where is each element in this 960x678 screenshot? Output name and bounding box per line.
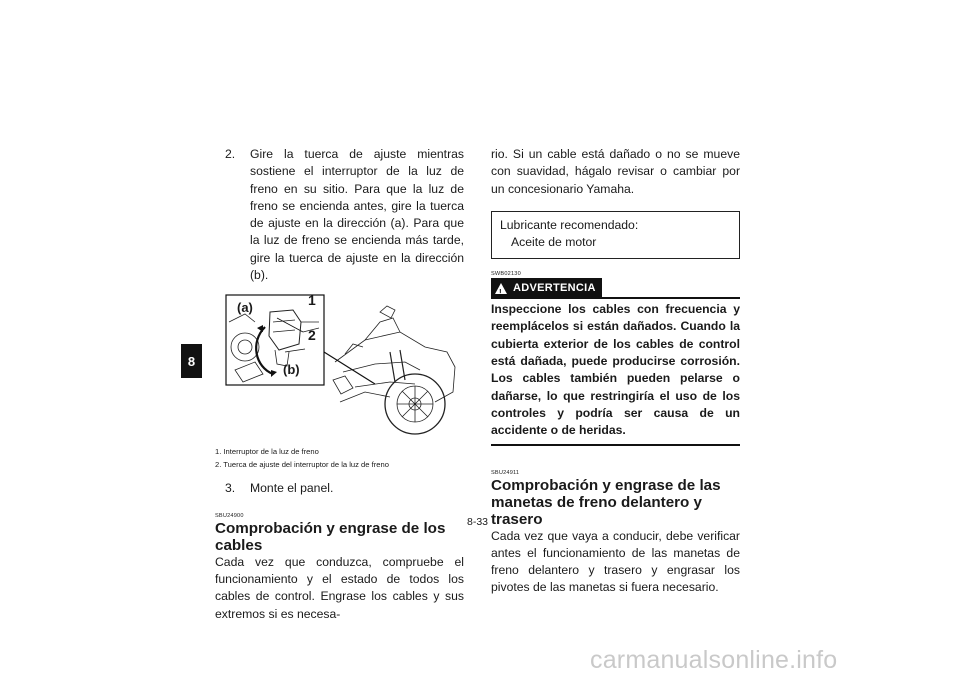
section-code: SBU24900 (215, 512, 244, 519)
warning-label: ADVERTENCIA (513, 281, 596, 294)
warning-triangle-icon: ! (495, 283, 507, 294)
page-number: 8-33 (467, 516, 489, 528)
caption-2: 2. Tuerca de ajuste del interruptor de la luz de freno (215, 459, 389, 469)
figure-label-b: (b) (283, 362, 300, 378)
figure-captions (215, 446, 464, 471)
figure-callout-2: 2 (308, 327, 316, 344)
figure-label-a: (a) (237, 300, 253, 316)
step-2 (215, 146, 464, 284)
section-paragraph: Cada vez que conduzca, compruebe el funcionamiento y el estado de todos los cables de control. Engrase los cables y sus extremos si es necesa- (215, 554, 464, 621)
brake-switch-figure (215, 292, 463, 437)
watermark: carmanualsonline.info (590, 646, 838, 674)
step-3-text: Monte el panel. (250, 481, 334, 496)
caption-1: 1. Interruptor de la luz de freno (215, 447, 319, 457)
warning-rule (602, 297, 740, 299)
figure-callout-1: 1 (308, 292, 316, 309)
step-3 (215, 480, 464, 497)
section2-code: SBU24911 (491, 469, 520, 476)
warning-text: Inspeccione los cables con frecuencia y reemplácelos si están dañados. Cuando la cubierta exterior de los cables de control está dañada, puede producirse corrosión. Los cables también pueden pelarse o dañarse, lo que restringiría el uso de los controles y podría ser causa de un accidente o de heridas. (491, 301, 740, 445)
warning-badge (491, 278, 602, 299)
lubricant-value: Aceite de motor (511, 234, 597, 249)
right-column (491, 146, 740, 597)
warning-code: SWB02130 (491, 270, 521, 277)
section2-heading: Comprobación y engrase de las manetas de freno delantero y trasero (491, 476, 721, 528)
section-heading: Comprobación y engrase de los cables (215, 519, 446, 554)
warning-header (491, 278, 740, 299)
left-column (215, 146, 464, 623)
step-2-number: 2. (225, 147, 236, 161)
step-2-text: Gire la tuerca de ajuste mientras sostiene el interruptor de la luz de freno en su sitio. Para que la luz de freno se encienda antes, gire la tuerca de ajuste en la dirección (a). Para que la luz de freno se encienda más tarde, gire la tuerca de ajuste en la dirección (b). (250, 147, 464, 283)
section-tab: 8 (181, 344, 202, 378)
lubricant-box (491, 211, 740, 259)
section2-paragraph: Cada vez que vaya a conducir, debe verificar antes el funcionamiento de las manetas de freno delantero y trasero y engrasar los pivotes de las manetas si fuera necesario. (491, 528, 740, 595)
lubricant-label: Lubricante recomendado: (500, 217, 639, 232)
step-3-number: 3. (225, 481, 236, 496)
continued-paragraph: rio. Si un cable está dañado o no se mueve con suavidad, hágalo revisar o cambiar por un concesionario Yamaha. (491, 147, 740, 196)
